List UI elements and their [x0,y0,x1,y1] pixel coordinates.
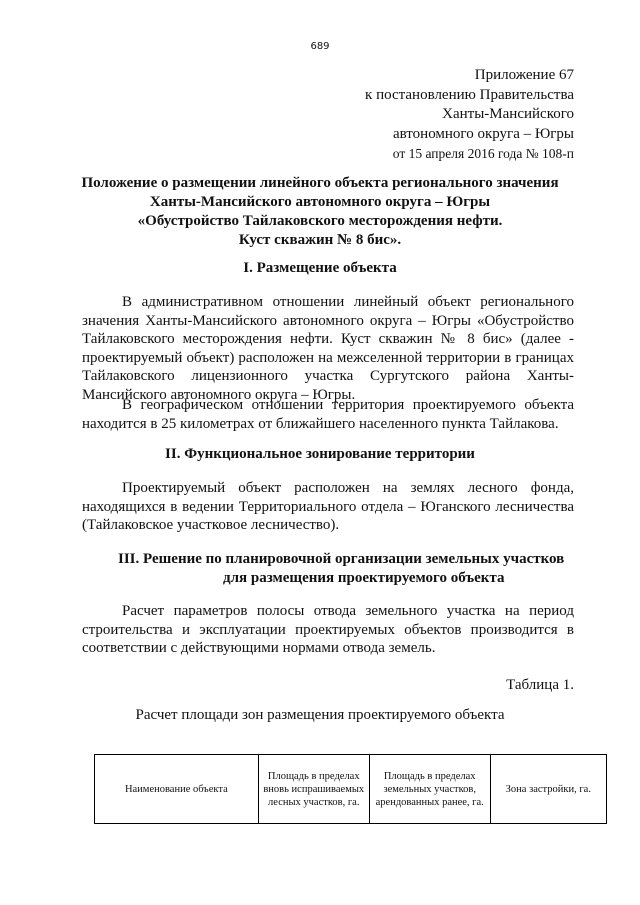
header-building-zone: Зона застройки, га. [490,755,606,824]
title-line: Ханты-Мансийского автономного округа – Югры [149,194,491,210]
appendix-block [274,66,574,164]
section-heading-zoning: II. Функциональное зонирование территории [165,446,475,462]
table-caption: Таблица 1. [506,677,574,693]
header-leased-area: Площадь в пределах земельных участков, арендованных ранее, га. [369,755,490,824]
paragraph-calculation: Расчет параметров полосы отвода земельного участка на период строительства и эксплуатации проектируемых объектов производится в соответствии с действующими нормами отвода земель. [82,603,574,656]
appendix-line: Приложение 67 [474,67,574,83]
table-header-row [95,755,607,824]
title-line: Куст скважин № 8 бис». [238,232,402,248]
header-new-forest-area: Площадь в пределах вновь испрашиваемых лесных участков, га. [258,755,369,824]
header-object-name: Наименование объекта [95,755,259,824]
section-heading-planning [118,550,578,588]
table-title: Расчет площади зон размещения проектируемого объекта [135,707,505,723]
appendix-line: Ханты-Мансийского [442,106,574,122]
paragraph-administrative: В административном отношении линейный объект регионального значения Ханты-Мансийского автономного округа – Югры «Обустройство Тайлаковского месторождения нефти. Куст скважин № 8 бис» (далее - проектируемый объект) расположен на межселенной территории в границах Тайлаковского лицензионного участка Сургутского района Ханты-Мансийского автономного округа – Югры. [82,294,574,403]
section-heading-placement: I. Размещение объекта [243,260,397,276]
paragraph-zoning: Проектируемый объект расположен на землях лесного фонда, находящихся в ведении Территориального отдела – Юганского лесничества (Тайлаковское участковое лесничество). [82,480,574,533]
appendix-line: к постановлению Правительства [365,86,574,103]
heading-line: для размещения проектируемого объекта [223,570,505,586]
title-line: Положение о размещении линейного объекта регионального значения [81,175,559,191]
appendix-line: автономного округа – Югры [392,125,574,142]
heading-line: III. Решение по планировочной организации земельных участков [118,551,565,567]
title-line: «Обустройство Тайлаковского месторождения нефти. [137,213,503,229]
paragraph-geographic: В географическом отношении территория проектируемого объекта находится в 25 километрах от ближайшего населенного пункта Тайлакова. [82,397,574,432]
page-number: 689 [310,41,330,52]
area-table [94,754,607,824]
document-title [66,174,574,250]
appendix-line: от 15 апреля 2016 года № 108-п [392,146,574,161]
